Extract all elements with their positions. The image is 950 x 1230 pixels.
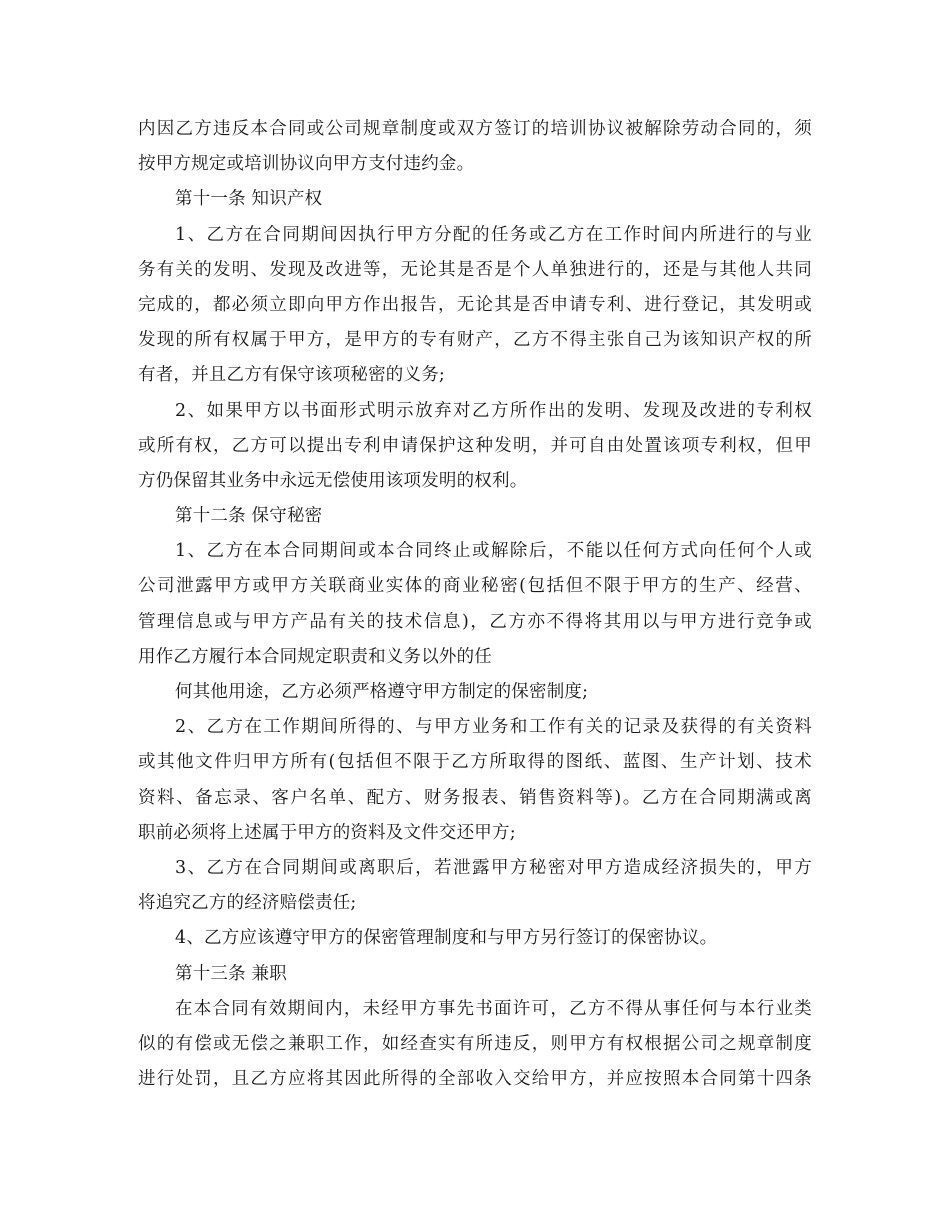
text-line: 发现的所有权属于甲方，是甲方的专有财产，乙方不得主张自己为该知识产权的所	[138, 330, 812, 351]
text-line: 内因乙方违反本合同或公司规章制度或双方签订的培训协议被解除劳动合同的，须	[138, 119, 812, 139]
text-line: 管理信息或与甲方产品有关的技术信息)，乙方亦不得将其用以与甲方进行竞争或	[138, 611, 812, 632]
text-line: 1、乙方在合同期间因执行甲方分配的任务或乙方在工作时间内所进行的与业	[175, 224, 812, 245]
text-line: 按甲方规定或培训协议向甲方支付违约金。	[138, 154, 475, 175]
article-heading: 第十一条 知识产权	[175, 189, 323, 210]
text-line: 用作乙方履行本合同规定职责和义务以外的任	[138, 646, 492, 667]
text-line: 有者，并且乙方有保守该项秘密的义务;	[138, 365, 445, 386]
text-line: 公司泄露甲方或甲方关联商业实体的商业秘密(包括但不限于甲方的生产、经营、	[138, 576, 812, 597]
text-line: 2、乙方在工作期间所得的、与甲方业务和工作有关的记录及获得的有关资料	[175, 717, 812, 738]
text-line: 2、如果甲方以书面形式明示放弃对乙方所作出的发明、发现及改进的专利权	[175, 400, 812, 421]
text-line: 方仍保留其业务中永远无偿使用该项发明的权利。	[138, 470, 528, 491]
text-line: 进行处罚，且乙方应将其因此所得的全部收入交给甲方，并应按照本合同第十四条	[138, 1069, 812, 1090]
text-line: 何其他用途，乙方必须严格遵守甲方制定的保密制度;	[175, 682, 589, 702]
text-line: 1、乙方在本合同期间或本合同终止或解除后，不能以任何方式向任何个人或	[175, 541, 812, 562]
contract-body	[138, 112, 812, 1097]
text-line: 似的有偿或无偿之兼职工作，如经查实有所违反，则甲方有权根据公司之规章制度	[138, 1033, 812, 1054]
text-line: 职前必须将上述属于甲方的资料及文件交还甲方;	[138, 822, 516, 843]
text-line: 或所有权，乙方可以提出专利申请保护这种发明，并可自由处置该项专利权，但甲	[138, 435, 812, 456]
article-heading: 第十二条 保守秘密	[175, 506, 323, 527]
text-line: 3、乙方在合同期间或离职后，若泄露甲方秘密对甲方造成经济损失的，甲方	[175, 857, 812, 878]
text-line: 务有关的发明、发现及改进等，无论其是否是个人单独进行的，还是与其他人共同	[138, 259, 812, 280]
text-line: 在本合同有效期间内，未经甲方事先书面许可，乙方不得从事任何与本行业类	[175, 998, 812, 1019]
text-line: 4、乙方应该遵守甲方的保密管理制度和与甲方另行签订的保密协议。	[175, 928, 718, 949]
text-line: 资料、备忘录、客户名单、配方、财务报表、销售资料等)。乙方在合同期满或离	[138, 787, 812, 808]
text-line: 或其他文件归甲方所有(包括但不限于乙方所取得的图纸、蓝图、生产计划、技术	[138, 752, 812, 773]
article-heading: 第十三条 兼职	[175, 963, 287, 984]
text-line: 完成的，都必须立即向甲方作出报告，无论其是否申请专利、进行登记，其发明或	[138, 294, 812, 315]
text-line: 将追究乙方的经济赔偿责任;	[138, 893, 357, 914]
